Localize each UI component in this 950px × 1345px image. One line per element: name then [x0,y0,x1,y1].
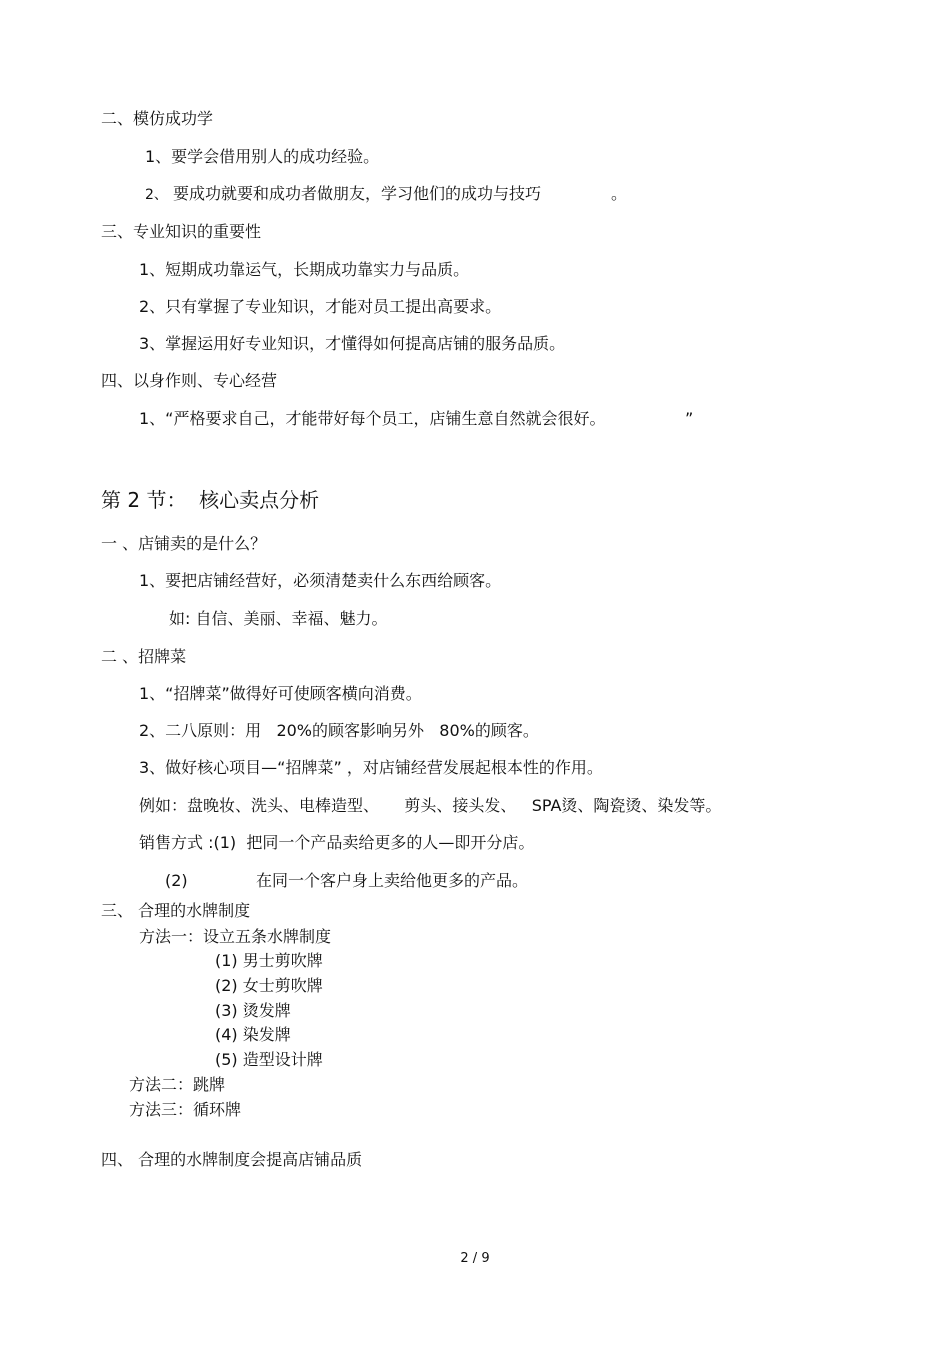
list-item-period: 。 [611,184,628,203]
chapter-heading: 第 2 节： 核心卖点分析 [101,488,320,512]
list-item-number: 2、 [145,187,168,203]
section-heading: 一 、店铺卖的是什么？ [101,534,267,553]
section-heading: 四、以身作则、专心经营 [101,371,278,390]
section-heading: 二 、招牌菜 [101,647,187,666]
list-item: (2) 女士剪吹牌 [215,976,323,995]
example-line: 例如：盘晚妆、洗头、电棒造型、 剪头、接头发、 SPA烫、陶瓷烫、染发等。 [139,796,722,815]
section-heading: 三、 合理的水牌制度 [101,901,251,920]
list-item: (1) 男士剪吹牌 [215,951,323,970]
list-item: 2、二八原则：用 20%的顾客影响另外 80%的顾客。 [139,721,539,740]
page-number: 2 / 9 [460,1251,490,1266]
list-item: 1、“招牌菜”做得好可使顾客横向消费。 [139,684,422,703]
sales-method-line: 销售方式 :(1) 把同一个产品卖给更多的人—即开分店。 [139,833,535,852]
method-line: 方法三：循环牌 [129,1100,242,1119]
list-item: 3、做好核心项目—“招牌菜” ，对店铺经营发展起根本性的作用。 [139,758,603,777]
list-item: 3、掌握运用好专业知识，才懂得如何提高店铺的服务品质。 [139,334,566,353]
section-heading: 二、模仿成功学 [101,109,214,128]
list-item: (4) 染发牌 [215,1025,291,1044]
list-item: 1、要把店铺经营好，必须清楚卖什么东西给顾客。 [139,571,502,590]
closing-quote: ” [685,409,694,428]
list-item: 1、短期成功靠运气，长期成功靠实力与品质。 [139,260,470,279]
section-heading: 四、 合理的水牌制度会提高店铺品质 [101,1150,363,1169]
list-item: (5) 造型设计牌 [215,1050,323,1069]
sales-method-number: (2) [165,871,188,890]
sales-method-line: 在同一个客户身上卖给他更多的产品。 [256,871,529,890]
list-item: 2、只有掌握了专业知识，才能对员工提出高要求。 [139,297,502,316]
method-line: 方法二：跳牌 [129,1075,226,1094]
example-line: 如: 自信、美丽、幸福、魅力。 [169,609,388,628]
list-item: 1、“严格要求自己，才能带好每个员工，店铺生意自然就会很好。 [139,409,606,428]
list-item: 要成功就要和成功者做朋友，学习他们的成功与技巧 [173,184,542,203]
list-item: 1、要学会借用别人的成功经验。 [145,147,380,166]
method-line: 方法一：设立五条水牌制度 [139,927,332,946]
section-heading: 三、专业知识的重要性 [101,222,262,241]
list-item: (3) 烫发牌 [215,1001,291,1020]
